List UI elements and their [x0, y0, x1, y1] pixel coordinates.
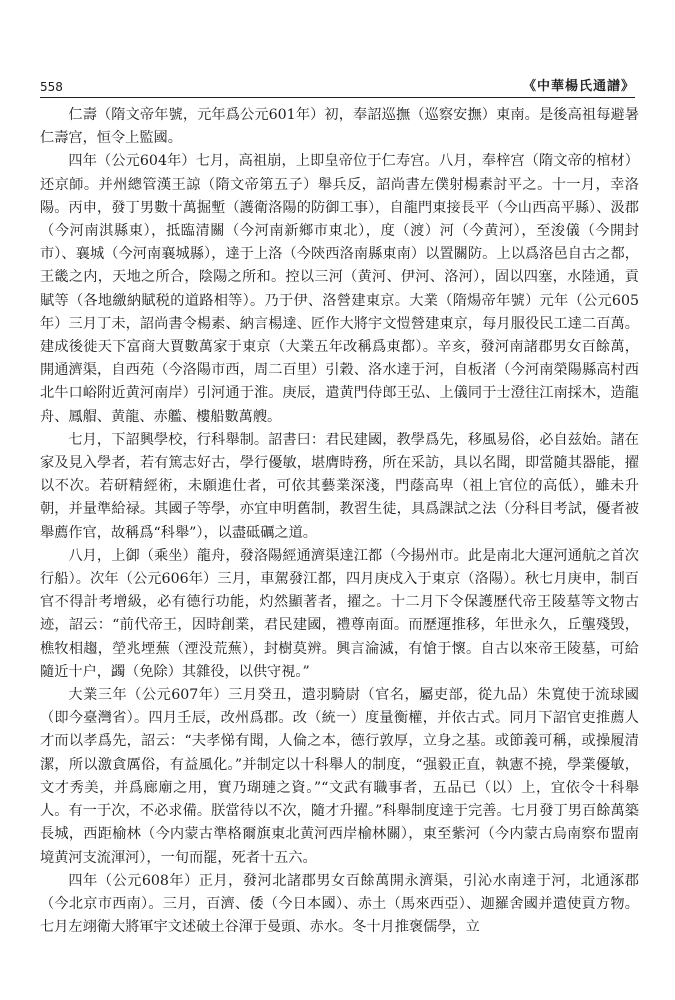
running-title: 《中華楊氏通譜》	[522, 79, 635, 94]
paragraph: 四年（公元608年）正月，發河北諸郡男女百餘萬開永濟渠，引沁水南達于河，北通涿郡（今北京市西南）。三月，百濟、倭（今日本國）、赤土（馬來西亞）、迦羅舍國并遣使貢方物。七月左翊衛大將軍宇文述破土谷渾于曼頭、赤水。冬十月推褒儒學，立	[40, 872, 639, 936]
paragraph: 四年（公元604年）七月，高祖崩，上即皇帝位于仁寿宫。八月，奉梓宫（隋文帝的棺材）还京師。并州總管漢王諒（隋文帝第五子）舉兵反，詔尚書左僕射楊素討平之。十一月，幸洛陽。丙申，發丁男數十萬掘塹（護衛洛陽的防御工事），自龍門東接長平（今山西高平縣）、汲郡（今河南淇縣東），抵臨清關（今河南新鄉市東北），度（渡）河（今黄河），至浚儀（今開封市）、襄城（今河南襄城縣），達于上洛（今陝西洛南縣東南）以置關防。上以爲洛邑自古之都，王畿之内，天地之所合，陰陽之所和。控以三河（黄河、伊河、洛河），固以四塞，水陸通，貢賦等（各地繳納賦税的道路相等）。乃于伊、洛營建東京。大業（隋煬帝年號）元年（公元605年）三月丁未，詔尚書令楊素、納言楊達、匠作大將宇文愷營建東京，每月服役民工達二百萬。建成後徙天下富商大賈數萬家于東京（大業五年改稱爲東都）。辛亥，發河南諸郡男女百餘萬，開通濟渠，自西苑（今洛陽市西，周二百里）引穀、洛水達于河，自板渚（今河南榮陽縣高村西北牛口峪附近黄河南岸）引河通于淮。庚辰，遣黄門侍郎王弘、上儀同于士澄往江南採木，造龍舟、鳳艒、黄龍、赤艦、樓船數萬艘。	[40, 153, 639, 425]
paragraph: 七月，下詔興學校，行科舉制。詔書曰：君民建國，教學爲先，移風易俗，必自兹始。諸在家及見入學者，若有篤志好古，學行優敏，堪膺時務，所在采訪，具以名聞，即當隨其器能，擢以不次。若研精經術，未願進仕者，可依其藝業深淺，門蔭高卑（祖上官位的高低），雖未升朝，并量準給禄。其國子等學，亦宜申明舊制，教習生徒，具爲課試之法（分科目考試，優者被舉薦作官，故稱爲“科舉”），以盡砥礪之道。	[40, 431, 639, 541]
paragraph: 大業三年（公元607年）三月癸丑，遣羽騎尉（官名，屬吏部，從九品）朱寬使于流球國（即今臺灣省）。四月壬辰，改州爲郡。改（統一）度量衡權，并依古式。同月下詔官吏推薦人才而以孝爲先，詔云：“夫孝悌有聞，人倫之本，德行敦厚，立身之基。或節義可稱，或操履清潔，所以激貪厲俗，有益風化。”并制定以十科舉人的制度，“强毅正直，執憲不撓，學業優敏，文才秀美，并爲廊廟之用，實乃瑚璉之資。”“文武有職事者，五品已（以）上，宜依令十科舉人。有一于次，不必求備。朕當待以不次，隨才升擢。”科舉制度達于完善。七月發丁男百餘萬築長城，西距榆林（今内蒙古準格爾旗東北黄河西岸榆林關），東至紫河（今内蒙古烏南察布盟南境黄河支流渾河），一旬而罷，死者十五六。	[40, 687, 639, 866]
page-header	[40, 74, 635, 94]
paragraph: 仁壽（隋文帝年號，元年爲公元601年）初，奉詔巡撫（巡察安撫）東南。是後高祖每避暑仁壽宫，恒令上監國。	[40, 107, 639, 147]
page-number: 558	[40, 80, 63, 94]
paragraph: 八月，上御（乘坐）龍舟，發洛陽經通濟渠達江都（今揚州市。此是南北大運河通航之首次行船）。次年（公元606年）三月，車駕發江都，四月庚戍入于東京（洛陽）。秋七月庚申，制百官不得計考增級，必有德行功能，灼然顯著者，擢之。十二月下令保護歷代帝王陵墓等文物古迹，詔云：“前代帝王，因時創業，君民建國，禮尊南面。而歷運推移，年世永久，丘壟殘毁，樵牧相趨，塋兆堙蕪（湮没荒蕪），封樹莫辨。興言淪滅，有愴于懷。自古以來帝王陵墓，可給隨近十户，蠲（免除）其雜役，以供守視。”	[40, 547, 639, 680]
header-rule	[40, 97, 635, 98]
body-text	[40, 104, 639, 939]
